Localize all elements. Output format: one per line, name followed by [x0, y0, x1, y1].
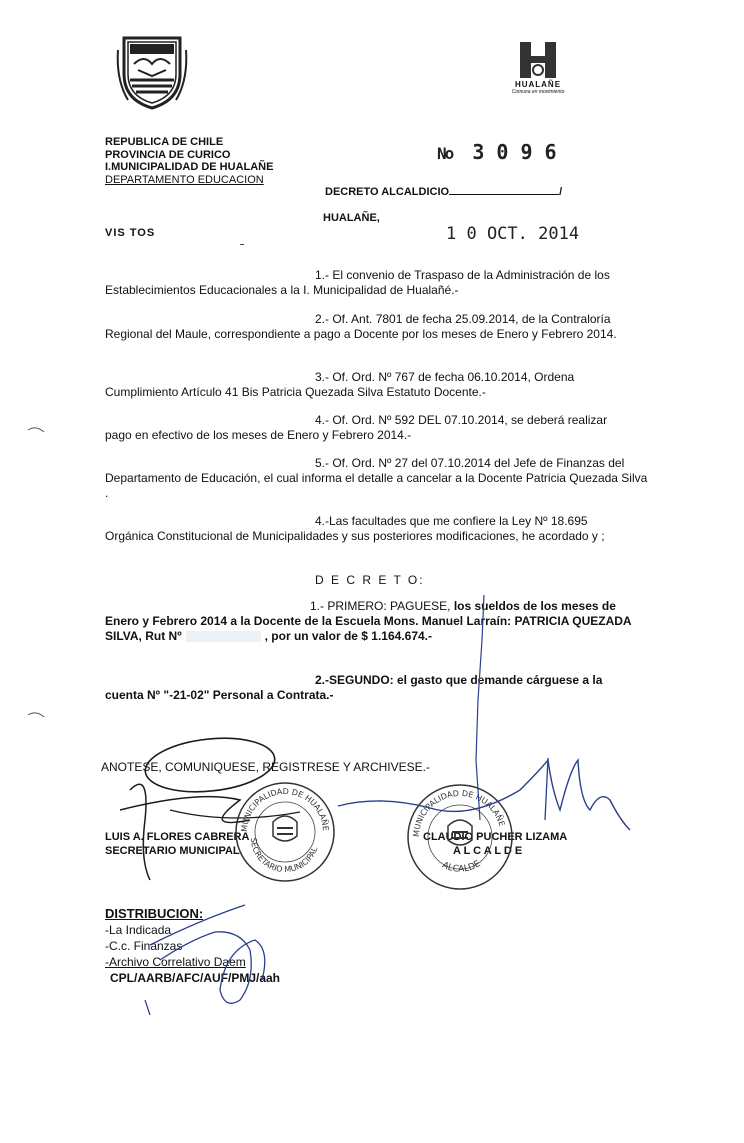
distribution-item-1: -La Indicada: [105, 923, 172, 937]
vistos-item-4-lead: 4.- Of. Ord. Nº 592 DEL 07.10.2014, se deberá realizar: [315, 413, 608, 427]
decreto-first: [105, 599, 650, 644]
org-line-department: DEPARTAMENTO EDUCACION: [105, 173, 264, 186]
distribution-title: DISTRIBUCION:: [105, 906, 204, 921]
vistos-item-3: [105, 370, 650, 400]
vistos-item-2-rest: Regional del Maule, correspondiente a pago a Docente por los meses de Enero y Febrero 2014.: [105, 327, 617, 341]
vistos-item-1-rest: Establecimientos Educacionales a la I. Municipalidad de Hualañé.-: [105, 283, 459, 297]
org-line-country: REPUBLICA DE CHILE: [105, 136, 224, 148]
org-line-province: PROVINCIA DE CURICO: [105, 148, 231, 161]
logo-name: HUALAÑE: [514, 80, 562, 89]
closing-formula: ANOTESE, COMUNIQUESE, REGISTRESE Y ARCHIVESE.-: [101, 760, 430, 774]
distribution-block: [105, 906, 280, 986]
distribution-item-2: -C.c. Finanzas: [105, 939, 183, 953]
seal-left-top-text: MUNICIPALIDAD DE HUALAÑE: [239, 786, 331, 833]
decree-number-stamp: [437, 140, 557, 164]
distribution-item-3: -Archivo Correlativo Daem: [105, 955, 246, 969]
seal-right: [405, 782, 515, 892]
vistos-item-6: [105, 514, 650, 544]
signer-left: [105, 830, 249, 858]
seal-left: [233, 780, 337, 884]
signer-left-name: LUIS A. FLORES CABRERA: [105, 831, 250, 843]
decreto-title: D E C R E T O:: [315, 573, 425, 587]
seal-right-bottom-text: ALCALDE: [440, 859, 483, 875]
seal-left-bottom-text: SECRETARIO MUNICIPAL: [248, 837, 320, 875]
decreto-first-lead-bold: los sueldos de los meses de: [450, 599, 616, 613]
logo-tagline: Comuna en movimiento: [511, 89, 565, 95]
signer-left-role: SECRETARIO MUNICIPAL: [105, 845, 240, 857]
signer-right-name: CLAUDIO PUCHER LIZAMA: [423, 831, 568, 843]
seal-right-top-text: MUNICIPALIDAD DE HUALAÑE: [411, 788, 507, 838]
vistos-item-4: [105, 413, 650, 443]
svg-text:ALCALDE: [440, 859, 482, 875]
coat-of-arms-logo: [116, 30, 188, 112]
vistos-item-2-lead: 2.- Of. Ant. 7801 de fecha 25.09.2014, de la Contraloría: [315, 312, 611, 326]
vistos-item-5-lead: 5.- Of. Ord. Nº 27 del 07.10.2014 del Jefe de Finanzas del: [315, 456, 625, 470]
vistos-item-5-rest: Departamento de Educación, el cual informa el detalle a cancelar a la Docente Patricia Quezada Silva .: [105, 471, 648, 500]
decreto-second-lead: 2.-SEGUNDO: el gasto que demande cárguese a la: [315, 673, 603, 687]
org-header: [105, 136, 273, 186]
decreto-first-rest: Enero y Febrero 2014 a la Docente de la Escuela Mons. Manuel Larraín: PATRICIA QUEZADA SILVA, Rut Nº: [105, 614, 632, 643]
vistos-title: VIS TOS: [105, 227, 156, 239]
vistos-item-6-lead: 4.-Las facultades que me confiere la Ley Nº 18.695: [315, 514, 588, 528]
date-stamp: 1 0 OCT. 2014: [446, 224, 580, 244]
decree-suffix: /: [559, 186, 563, 198]
vistos-item-2: [105, 312, 650, 342]
decree-label: DECRETO ALCALDICIO: [325, 186, 450, 198]
stamp-number: 3 0 9 6: [472, 140, 557, 164]
vistos-item-4-rest: pago en efectivo de los meses de Enero y Febrero 2014.-: [105, 428, 412, 442]
decree-label-line: [325, 186, 562, 198]
vistos-item-1-lead: 1.- El convenio de Traspaso de la Administración de los: [315, 268, 610, 282]
vistos-dash: [240, 244, 244, 245]
place: HUALAÑE,: [323, 212, 380, 224]
vistos-item-3-rest: Cumplimiento Artículo 41 Bis Patricia Quezada Silva Estatuto Docente.-: [105, 385, 486, 399]
org-line-municipality: I.MUNICIPALIDAD DE HUALAÑE: [105, 161, 274, 173]
signer-right-role: A L C A L D E: [453, 845, 523, 857]
vistos-item-1: [105, 268, 650, 298]
vistos-item-5: [105, 456, 650, 501]
decreto-second-rest: cuenta Nº "-21-02" Personal a Contrata.-: [105, 688, 334, 702]
vistos-item-6-rest: Orgánica Constitucional de Municipalidades y sus posteriores modificaciones, he acordado y ;: [105, 529, 605, 543]
svg-text:SECRETARIO MUNICIPAL: [249, 837, 320, 874]
decreto-second: [105, 673, 650, 703]
redacted-rut: [186, 631, 261, 642]
distribution-initials: CPL/AARB/AFC/AUF/PMJ/aah: [110, 971, 281, 985]
decreto-first-tail: , por un valor de $ 1.164.674.-: [264, 629, 433, 643]
hualane-logo: [506, 40, 570, 104]
decreto-first-lead: 1.- PRIMERO: PAGUESE,: [310, 599, 451, 613]
stamp-prefix: No: [437, 144, 453, 163]
vistos-item-3-lead: 3.- Of. Ord. Nº 767 de fecha 06.10.2014, Ordena: [315, 370, 575, 384]
